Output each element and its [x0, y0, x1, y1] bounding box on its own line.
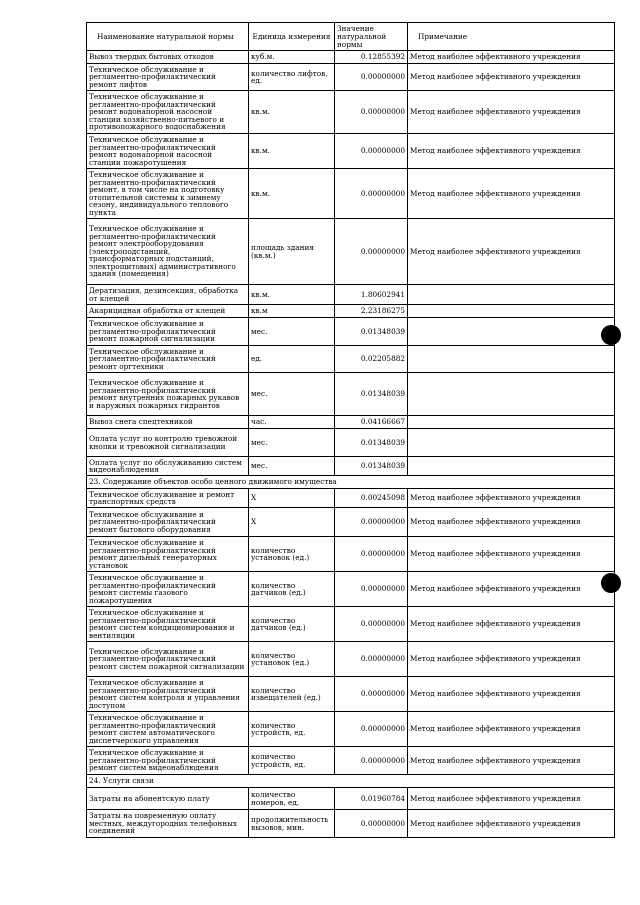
unit-cell: количество датчиков (ед.)	[249, 572, 335, 607]
note-cell: Метод наиболее эффективного учреждения	[408, 677, 615, 712]
table-row	[87, 373, 615, 416]
norm-name-cell: Техническое обслуживание и регламентно-профилактический ремонт систем пожарной сигнализации	[87, 642, 249, 677]
value-cell: 0.02205882	[335, 346, 408, 373]
note-cell: Метод наиболее эффективного учреждения	[408, 489, 615, 508]
table-row	[87, 572, 615, 607]
note-cell	[408, 416, 615, 429]
note-cell: Метод наиболее эффективного учреждения	[408, 537, 615, 572]
value-cell: 0.00000000	[335, 508, 408, 537]
unit-cell: количество установок (ед.)	[249, 537, 335, 572]
norm-name-cell: Дератизация, дезинсекция, обработка от клещей	[87, 285, 249, 305]
table-row	[87, 285, 615, 305]
note-cell: Метод наиболее эффективного учреждения	[408, 134, 615, 169]
note-cell: Метод наиболее эффективного учреждения	[408, 508, 615, 537]
note-cell: Метод наиболее эффективного учреждения	[408, 712, 615, 747]
table-row	[87, 642, 615, 677]
norm-name-cell: Оплата услуг по обслуживанию систем видеонаблюдения	[87, 457, 249, 476]
unit-cell: Х	[249, 489, 335, 508]
header-name: Наименование натуральной нормы	[87, 23, 249, 51]
value-cell: 0.00000000	[335, 712, 408, 747]
norm-name-cell: Техническое обслуживание и ремонт транспортных средств	[87, 489, 249, 508]
table-row	[87, 429, 615, 457]
unit-cell: Х	[249, 508, 335, 537]
note-cell	[408, 346, 615, 373]
value-cell: 0.00000000	[335, 64, 408, 91]
unit-cell: количество лифтов, ед.	[249, 64, 335, 91]
value-cell: 0.01348039	[335, 373, 408, 416]
norm-name-cell: Затраты на абонентскую плату	[87, 788, 249, 810]
value-cell: 0.00000000	[335, 219, 408, 285]
table-row	[87, 318, 615, 346]
section-title: 24. Услуги связи	[87, 775, 615, 788]
unit-cell: количество номеров, ед.	[249, 788, 335, 810]
norm-name-cell: Техническое обслуживание и регламентно-профилактический ремонт электрооборудования (электроподстанций, трансформаторных подстанций, электрощитовых) административного здания (помещения)	[87, 219, 249, 285]
value-cell: 0.00000000	[335, 607, 408, 642]
unit-cell: кв.м.	[249, 91, 335, 134]
section-row	[87, 476, 615, 489]
table-row	[87, 712, 615, 747]
table-row	[87, 747, 615, 775]
unit-cell: кв.м.	[249, 169, 335, 219]
unit-cell: количество устройств, ед.	[249, 712, 335, 747]
table-row	[87, 607, 615, 642]
norm-name-cell: Техническое обслуживание и регламентно-профилактический ремонт дизельных генераторных установок	[87, 537, 249, 572]
value-cell: 0.00000000	[335, 677, 408, 712]
norm-name-cell: Техническое обслуживание и регламентно-профилактический ремонт лифтов	[87, 64, 249, 91]
unit-cell: ед.	[249, 346, 335, 373]
header-value: Значение натуральной нормы	[335, 23, 408, 51]
unit-cell: количество извещателей (ед.)	[249, 677, 335, 712]
unit-cell: площадь здания (кв.м.)	[249, 219, 335, 285]
table-row	[87, 416, 615, 429]
note-cell: Метод наиболее эффективного учреждения	[408, 91, 615, 134]
value-cell: 0.01960784	[335, 788, 408, 810]
norm-name-cell: Техническое обслуживание и регламентно-профилактический ремонт систем видеонаблюдения	[87, 747, 249, 775]
value-cell: 2.23186275	[335, 305, 408, 318]
unit-cell: куб.м.	[249, 51, 335, 64]
value-cell: 0.00000000	[335, 572, 408, 607]
section-title: 23. Содержание объектов особо ценного движимого имущества	[87, 476, 615, 489]
unit-cell: мес.	[249, 318, 335, 346]
value-cell: 0.00000000	[335, 169, 408, 219]
norm-name-cell: Оплата услуг по контролю тревожной кнопки и тревожной сигнализации	[87, 429, 249, 457]
norm-name-cell: Техническое обслуживание и регламентно-профилактический ремонт систем кондиционирования и вентиляции	[87, 607, 249, 642]
value-cell: 0.01348039	[335, 457, 408, 476]
norm-name-cell: Техническое обслуживание и регламентно-профилактический ремонт водонапорной насосной станции пожаротушения	[87, 134, 249, 169]
note-cell: Метод наиболее эффективного учреждения	[408, 51, 615, 64]
note-cell	[408, 429, 615, 457]
note-cell	[408, 373, 615, 416]
value-cell: 0.00000000	[335, 810, 408, 838]
table-row	[87, 346, 615, 373]
header-note: Примечание	[408, 23, 615, 51]
table-row	[87, 169, 615, 219]
note-cell: Метод наиболее эффективного учреждения	[408, 64, 615, 91]
table-row	[87, 457, 615, 476]
note-cell: Метод наиболее эффективного учреждения	[408, 169, 615, 219]
table-row	[87, 537, 615, 572]
norm-name-cell: Техническое обслуживание и регламентно-профилактический ремонт бытового оборудования	[87, 508, 249, 537]
table-header-row	[87, 23, 615, 51]
table-row	[87, 788, 615, 810]
table-row	[87, 810, 615, 838]
note-cell	[408, 318, 615, 346]
norm-name-cell: Вывоз снега спецтехникой	[87, 416, 249, 429]
table-row	[87, 51, 615, 64]
norm-name-cell: Техническое обслуживание и регламентно-профилактический ремонт систем автоматического диспетчерского управления	[87, 712, 249, 747]
note-cell	[408, 457, 615, 476]
table-row	[87, 305, 615, 318]
norm-name-cell: Вывоз твердых бытовых отходов	[87, 51, 249, 64]
punch-hole-lower	[601, 573, 621, 593]
norm-name-cell: Техническое обслуживание и регламентно-профилактический ремонт пожарной сигнализации	[87, 318, 249, 346]
note-cell: Метод наиболее эффективного учреждения	[408, 747, 615, 775]
table-body	[87, 51, 615, 838]
table-row	[87, 489, 615, 508]
unit-cell: продолжительность вызовов, мин.	[249, 810, 335, 838]
table-row	[87, 219, 615, 285]
norm-name-cell: Акарицидная обработка от клещей	[87, 305, 249, 318]
norm-name-cell: Затраты на повременную оплату местных, междугородних телефонных соединений	[87, 810, 249, 838]
table-row	[87, 508, 615, 537]
unit-cell: мес.	[249, 373, 335, 416]
note-cell: Метод наиболее эффективного учреждения	[408, 607, 615, 642]
table-row	[87, 134, 615, 169]
note-cell: Метод наиболее эффективного учреждения	[408, 788, 615, 810]
unit-cell: количество устройств, ед.	[249, 747, 335, 775]
norms-table	[86, 22, 615, 838]
value-cell: 0.00245098	[335, 489, 408, 508]
unit-cell: количество установок (ед.)	[249, 642, 335, 677]
note-cell	[408, 305, 615, 318]
note-cell: Метод наиболее эффективного учреждения	[408, 572, 615, 607]
value-cell: 0.00000000	[335, 642, 408, 677]
norm-name-cell: Техническое обслуживание и регламентно-профилактический ремонт водонапорной насосной станции хозяйственно-питьевого и противопожарного водоснабжения	[87, 91, 249, 134]
value-cell: 0.00000000	[335, 747, 408, 775]
value-cell: 0.04166667	[335, 416, 408, 429]
value-cell: 0.00000000	[335, 537, 408, 572]
value-cell: 0.00000000	[335, 134, 408, 169]
unit-cell: кв.м	[249, 305, 335, 318]
norm-name-cell: Техническое обслуживание и регламентно-профилактический ремонт, в том числе на подготовку отопительной системы к зимнему сезону, индивидуального теплового пункта	[87, 169, 249, 219]
unit-cell: количество датчиков (ед.)	[249, 607, 335, 642]
header-unit: Единица измерения	[249, 23, 335, 51]
value-cell: 1.80602941	[335, 285, 408, 305]
table-row	[87, 677, 615, 712]
value-cell: 0.12855392	[335, 51, 408, 64]
value-cell: 0.00000000	[335, 91, 408, 134]
note-cell	[408, 285, 615, 305]
norm-name-cell: Техническое обслуживание и регламентно-профилактический ремонт оргтехники	[87, 346, 249, 373]
norm-name-cell: Техническое обслуживание и регламентно-профилактический ремонт системы газового пожаротушения	[87, 572, 249, 607]
value-cell: 0.01348039	[335, 318, 408, 346]
punch-hole-upper	[601, 325, 621, 345]
unit-cell: кв.м.	[249, 134, 335, 169]
section-row	[87, 775, 615, 788]
note-cell: Метод наиболее эффективного учреждения	[408, 219, 615, 285]
table-row	[87, 91, 615, 134]
unit-cell: мес.	[249, 429, 335, 457]
unit-cell: час.	[249, 416, 335, 429]
unit-cell: кв.м.	[249, 285, 335, 305]
value-cell: 0.01348039	[335, 429, 408, 457]
unit-cell: мес.	[249, 457, 335, 476]
note-cell: Метод наиболее эффективного учреждения	[408, 642, 615, 677]
norm-name-cell: Техническое обслуживание и регламентно-профилактический ремонт внутренних пожарных рукавов и наружных пожарных гидрантов	[87, 373, 249, 416]
norm-name-cell: Техническое обслуживание и регламентно-профилактический ремонт систем контроля и управления доступом	[87, 677, 249, 712]
note-cell: Метод наиболее эффективного учреждения	[408, 810, 615, 838]
table-row	[87, 64, 615, 91]
